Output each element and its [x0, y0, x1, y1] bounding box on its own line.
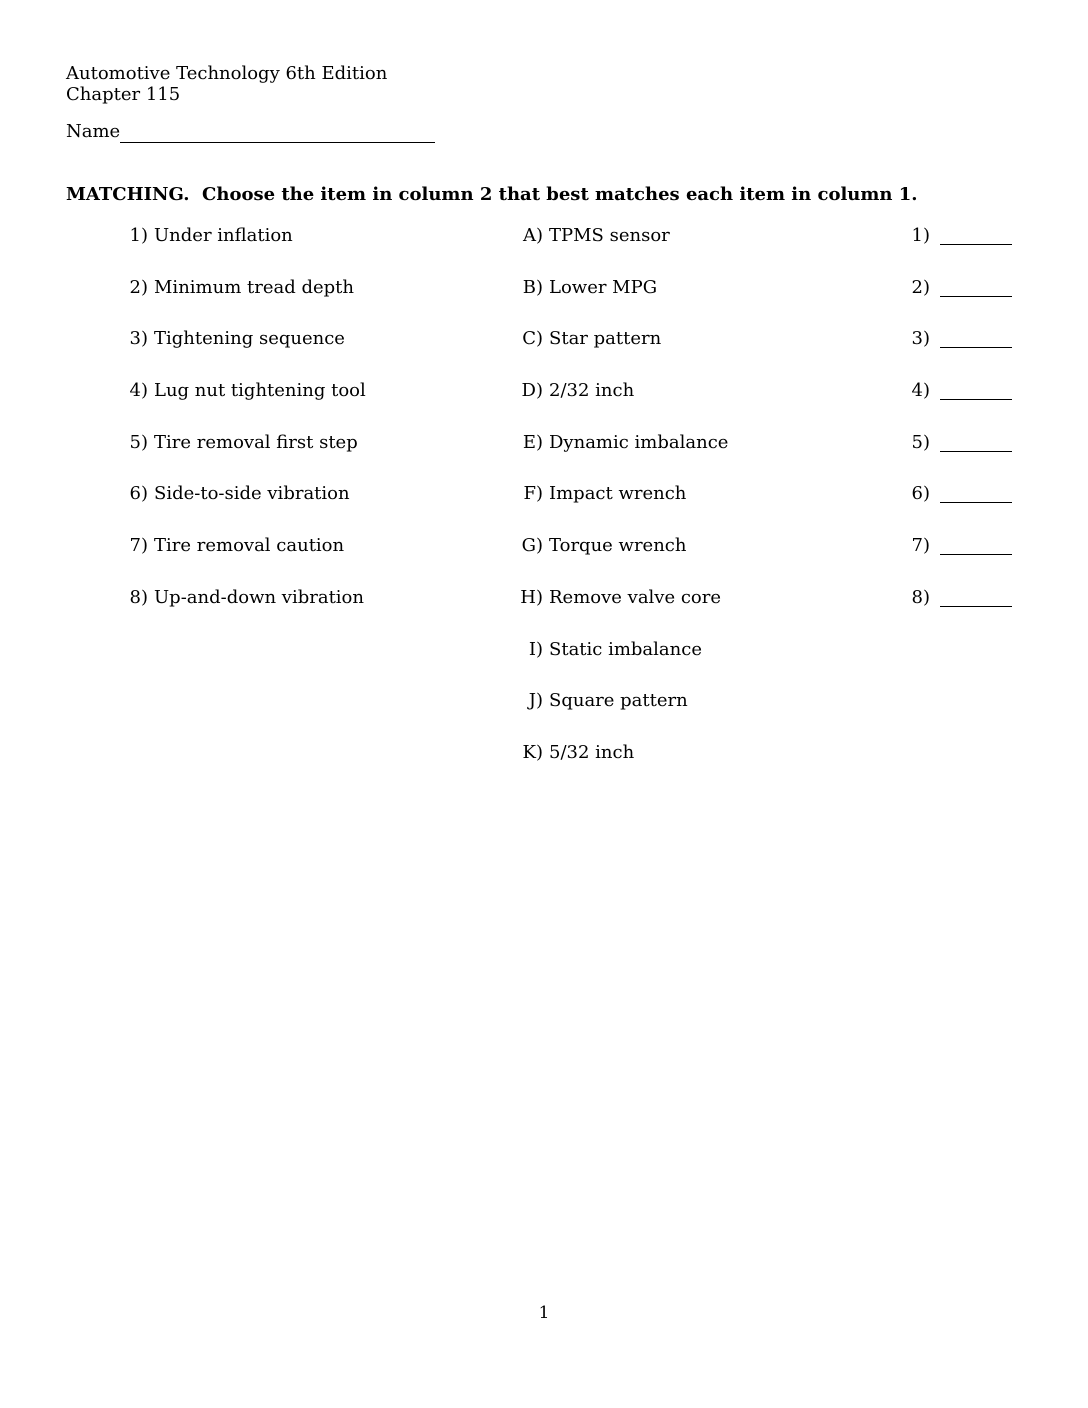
answer-number: 6) [911, 483, 930, 505]
answer-blank[interactable] [940, 224, 1012, 245]
option-letter: C) [522, 328, 543, 350]
answer-blank[interactable] [940, 431, 1012, 452]
option-label: 2/32 inch [549, 380, 635, 402]
column2-option [505, 534, 728, 586]
item-number: 6) [129, 483, 148, 505]
answer-blank[interactable] [940, 586, 1012, 607]
column2-option [505, 689, 728, 741]
option-letter: B) [522, 276, 543, 298]
option-letter: J) [528, 690, 543, 712]
matching-column1 [126, 224, 366, 638]
answer-row [908, 482, 1012, 534]
answer-blank[interactable] [940, 534, 1012, 555]
item-number: 2) [129, 276, 148, 298]
matching-column2 [505, 224, 728, 793]
item-label: Lug nut tightening tool [154, 380, 366, 402]
option-label: Dynamic imbalance [549, 431, 729, 453]
option-letter: H) [520, 586, 543, 608]
answer-blank[interactable] [940, 482, 1012, 503]
column2-option [505, 638, 728, 690]
option-label: 5/32 inch [549, 741, 635, 763]
name-input-line[interactable] [120, 121, 435, 143]
item-number: 8) [129, 586, 148, 608]
item-label: Tire removal caution [154, 535, 345, 557]
answer-blank[interactable] [940, 327, 1012, 348]
column1-item [126, 534, 366, 586]
option-label: Star pattern [549, 328, 662, 350]
answer-number: 3) [911, 328, 930, 350]
option-label: Lower MPG [549, 276, 658, 298]
answer-number: 1) [911, 225, 930, 246]
option-label: Remove valve core [549, 586, 722, 608]
item-number: 7) [129, 535, 148, 557]
column2-option [505, 224, 728, 276]
answer-row [908, 379, 1012, 431]
column1-item [126, 327, 366, 379]
column1-item [126, 276, 366, 328]
option-label: Impact wrench [549, 483, 687, 505]
item-number: 3) [129, 328, 148, 350]
item-label: Minimum tread depth [154, 276, 354, 298]
item-label: Side-to-side vibration [154, 483, 350, 505]
option-label: Static imbalance [549, 638, 702, 660]
item-number: 1) [129, 225, 148, 246]
chapter-label: Chapter 115 [66, 84, 181, 105]
column2-option [505, 327, 728, 379]
column2-option [505, 379, 728, 431]
column1-item [126, 431, 366, 483]
option-letter: F) [523, 483, 543, 505]
option-letter: I) [528, 638, 543, 660]
item-label: Tire removal first step [154, 431, 358, 453]
option-label: TPMS sensor [549, 225, 670, 246]
page-number: 1 [538, 1303, 550, 1323]
item-number: 4) [129, 380, 148, 402]
item-label: Tightening sequence [154, 328, 345, 350]
name-field-row [66, 121, 435, 143]
answer-blank[interactable] [940, 276, 1012, 297]
answer-column [908, 224, 1012, 638]
column2-option [505, 741, 728, 793]
column2-option [505, 276, 728, 328]
document-header [66, 63, 387, 105]
document-title: Automotive Technology 6th Edition [66, 63, 388, 84]
answer-row [908, 276, 1012, 328]
option-label: Torque wrench [549, 535, 687, 557]
column2-option [505, 482, 728, 534]
answer-number: 4) [911, 380, 930, 402]
option-letter: E) [522, 431, 543, 453]
answer-row [908, 327, 1012, 379]
option-label: Square pattern [549, 690, 688, 712]
option-letter: D) [521, 380, 543, 402]
column2-option [505, 586, 728, 638]
option-letter: A) [522, 225, 543, 246]
item-label: Under inflation [154, 225, 293, 246]
name-label: Name [66, 121, 121, 142]
answer-blank[interactable] [940, 379, 1012, 400]
option-letter: G) [521, 535, 543, 557]
answer-number: 8) [911, 586, 930, 608]
matching-instruction: MATCHING. Choose the item in column 2 that best matches each item in column 1. [66, 184, 918, 205]
column1-item [126, 379, 366, 431]
column1-item [126, 224, 366, 276]
answer-number: 2) [911, 276, 930, 298]
column1-item [126, 586, 366, 638]
column1-item [126, 482, 366, 534]
column2-option [505, 431, 728, 483]
option-letter: K) [522, 741, 543, 763]
item-number: 5) [129, 431, 148, 453]
answer-number: 7) [911, 535, 930, 557]
answer-number: 5) [911, 431, 930, 453]
answer-row [908, 431, 1012, 483]
answer-row [908, 224, 1012, 276]
answer-row [908, 534, 1012, 586]
item-label: Up-and-down vibration [154, 586, 364, 608]
answer-row [908, 586, 1012, 638]
